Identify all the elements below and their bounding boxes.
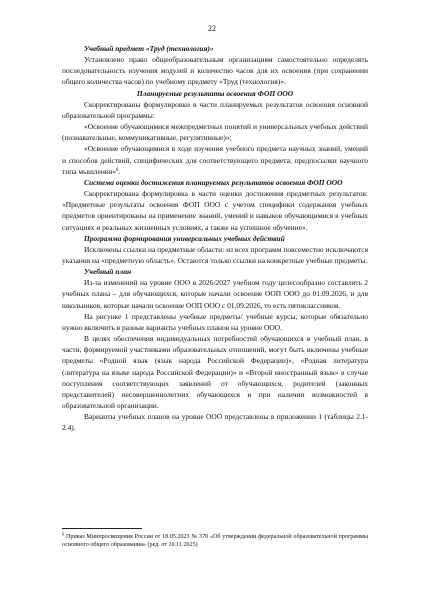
footnote <box>62 533 368 550</box>
footnote-reference[interactable]: 6 <box>115 167 119 173</box>
page-body <box>62 43 368 433</box>
uud-paragraph: Исключены ссылки на предметные области: из всех программ повсеместно исключаются указания на «предметную область». Остаются только ссылки на конкретные учебные предметы. <box>62 244 368 265</box>
subject-heading: Учебный предмет «Труд (технология)» <box>84 44 214 53</box>
plan-paragraph-4: Варианты учебных планов на уровне ООО представлены в приложении 1 (таблицы 2.1-2.4). <box>62 412 368 433</box>
results-paragraph-3-end: . <box>118 166 121 176</box>
results-paragraph-3-text: «Освоение обучающимися в ходе изучения учебного предмета научных знаний, умений и способов действий, специфических для соответствующего предмета; предпосылки научного типа мышления» <box>62 144 368 176</box>
subject-paragraph: Установлено право общеобразовательным организациям самостоятельно определять последовательность изучения модулей и количество часов для их освоения (при сохранении общего количества часов) по учебному предмету «Труд (технология)». <box>62 55 368 87</box>
footnote-number: 6 <box>62 531 65 537</box>
results-paragraph-2: «Освоение обучающимися межпредметных понятий и универсальных учебных действий (познавательные, коммуникативные, регулятивные)»; <box>62 122 368 143</box>
plan-paragraph-3: В целях обеспечения индивидуальных потребностей обучающихся в учебный план, в части, формируемой участниками образовательных отношений, могут быть включены учебные предметы «Родной язык (язык народа Российской Федерации)», «Родная литература (литература на языке народа Российской Федерации)» и «Второй иностранный язык» в случае поступления соответствующих заявлений от обучающихся, родителей (законных представителей) несовершеннолетних обучающихся и при наличии возможностей в образовательной организации. <box>62 334 368 410</box>
footnote-separator <box>62 528 142 529</box>
results-paragraph-3 <box>62 143 368 176</box>
results-paragraph-1: Скорректированы формулировки в части планируемых результатов освоения основной образовательной программы: <box>62 99 368 120</box>
footnote-text: Приказ Минпросвещения России от 18.05.2023 № 370 «Об утверждении федеральной образовательной программы основного общего образования» (ред. от 10.11.2025) <box>62 534 368 549</box>
page-number: 22 <box>208 24 216 33</box>
plan-heading: Учебный план <box>84 267 132 277</box>
assessment-heading: Система оценки достижения планируемых результатов освоения ФОП ООО <box>84 177 343 187</box>
uud-heading: Программа формирования универсальных учебных действий <box>84 233 285 243</box>
plan-paragraph-2: На рисунке 1 представлены учебные предметы/ учебные курсы, которые обязательно нужно включить в разные варианты учебных планов на уровне ООО. <box>62 311 368 332</box>
results-heading: Планируемые результаты освоения ФОП ООО <box>136 88 294 98</box>
assessment-paragraph: Скорректирована формулировка в части оценки достижения предметных результатов: «Предметные результаты освоения ФОП ООО с учетом специфики содержания учебных предметов ориентированы на применение знаний, умений и навыков обучающимися в учебных ситуациях и реальных жизненных условиях, а также на успешное обучение». <box>62 189 368 232</box>
plan-paragraph-1: Из-за изменений на уровне ООО в 2026/2027 учебном году целесообразно составлять 2 учебных плана – для обучающихся, которые начали освоение ООП ООО до 01.09.2026, и для школьников, которые начали освоение ООП ООО с 01.09.2026, то есть пятиклассников. <box>62 278 368 310</box>
